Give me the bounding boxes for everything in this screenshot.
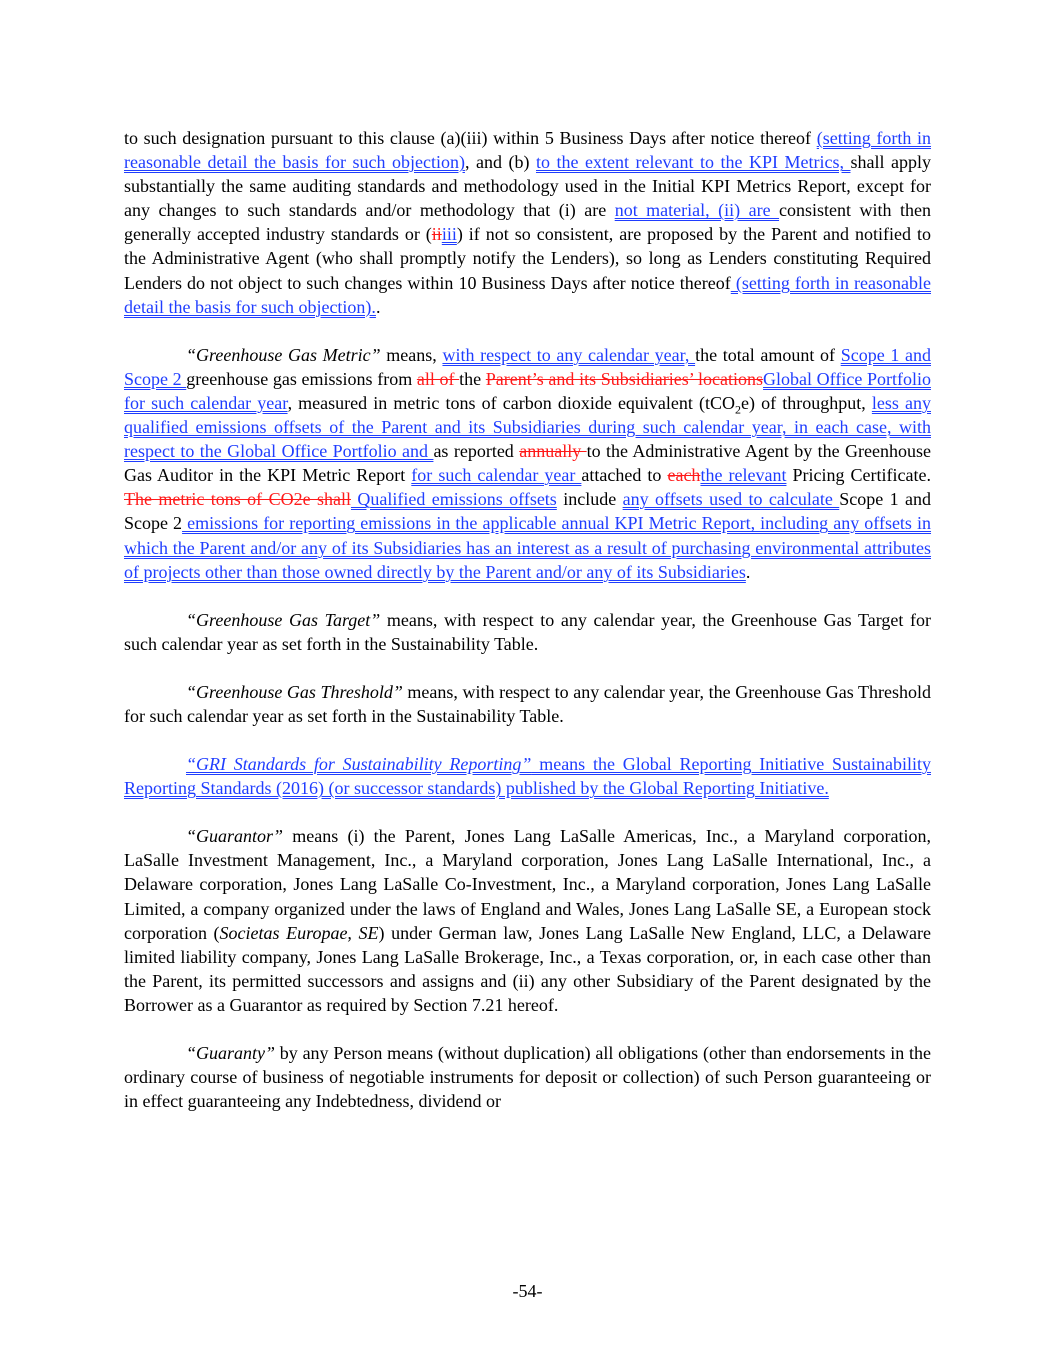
- inserted-defined-term: “GRI Standards for Sustainability Reporting”: [186, 754, 532, 775]
- text-run: as reported: [433, 441, 520, 462]
- text-run: the: [459, 368, 486, 389]
- deleted-text: ii: [431, 224, 442, 245]
- defined-term: “Guarantor”: [186, 826, 284, 847]
- text-run: the total amount of: [695, 344, 841, 365]
- inserted-text: any offsets used to calculate: [622, 489, 840, 510]
- inserted-text: for such calendar year: [411, 465, 582, 486]
- text-run: , and (b): [464, 152, 536, 173]
- inserted-text: not material, (ii) are: [614, 200, 780, 221]
- text-run: to such designation pursuant to this clause (a)(iii) within 5 Business Days after notice thereof: [124, 128, 817, 148]
- inserted-text: means the Global Reporting Initiative Sustainability Reporting Standards (2016) (or successor standards) published by the Global Reporting Initiative.: [124, 754, 931, 799]
- text-run: means,: [380, 344, 443, 365]
- defined-term: “Guaranty”: [186, 1043, 276, 1063]
- deleted-text: The metric tons of CO2e shall: [124, 489, 351, 510]
- text-run: ) under German law, Jones Lang LaSalle New England, LLC, a Delaware limited liability company, Jones Lang LaSalle Brokerage, Inc., a Texas corporation, or, in each case other than the Parent, its permitted successors and assigns and (ii) any other Subsidiary of the Parent designated by the Borrower as a Guarantor as required by Section 7.21 hereof.: [124, 922, 932, 1015]
- italic-text: Societas Europae, SE: [219, 922, 379, 943]
- defined-term: “Greenhouse Gas Threshold”: [186, 681, 403, 702]
- paragraph: [124, 752, 931, 800]
- text-run: shall apply substantially the same auditing standards and methodology used in the Initial KPI Metrics Report, except for any changes to such standards and/or methodology that (i) are: [124, 152, 931, 221]
- deleted-text: Parent’s and its Subsidiaries’ locations: [485, 368, 764, 389]
- inserted-text: to the extent relevant to the KPI Metrics,: [535, 152, 851, 173]
- defined-term: “Greenhouse Gas Metric”: [186, 344, 381, 365]
- inserted-text: the relevant: [700, 465, 787, 486]
- text-run: means, with respect to any calendar year, the Greenhouse Gas Threshold for such calendar year as set forth in the Sustainability Table.: [124, 681, 931, 726]
- inserted-text: (setting forth in reasonable detail the basis for such objection): [124, 128, 931, 173]
- text-run: attached to: [581, 465, 668, 486]
- text-run: consistent with then generally accepted industry standards or (: [124, 200, 931, 245]
- text-run: to the Administrative Agent by the Greenhouse Gas Auditor in the KPI Metric Report: [124, 441, 931, 486]
- deleted-text: annually: [519, 441, 587, 462]
- text-run: include: [556, 489, 623, 510]
- text-run: Pricing Certificate.: [786, 465, 931, 486]
- inserted-text: less any qualified emissions offsets of the Parent and its Subsidiaries during such calendar year, in each case, with respect to the Global Office Portfolio and: [124, 392, 931, 462]
- document-body: [124, 126, 931, 1137]
- inserted-text: emissions for reporting emissions in the applicable annual KPI Metric Report, including any offsets in which the Parent and/or any of its Subsidiaries has an interest as a result of purchasing environmental attributes of projects other than those owned directly by the Parent and/or any of its Subsidiaries: [124, 513, 932, 582]
- paragraph: [124, 1041, 931, 1113]
- paragraph: [124, 126, 931, 319]
- inserted-text: Scope 1 and Scope 2: [124, 344, 931, 389]
- paragraph: [124, 824, 931, 1017]
- text-run: e) of throughput,: [741, 392, 872, 413]
- text-run: .: [375, 296, 381, 317]
- inserted-text: Global Office Portfolio for such calendar year: [124, 368, 931, 413]
- text-run: .: [745, 561, 751, 582]
- deleted-text: each: [667, 465, 701, 486]
- text-run: means, with respect to any calendar year, the Greenhouse Gas Target for such calendar year as set forth in the Sustainability Table.: [124, 609, 931, 654]
- inserted-text: iii: [441, 224, 457, 245]
- text-run: , measured in metric tons of carbon dioxide equivalent (tCO: [287, 392, 736, 413]
- text-run: means (i) the Parent, Jones Lang LaSalle Americas, Inc., a Maryland corporation, LaSalle Investment Management, Inc., a Maryland corporation, Jones Lang LaSalle International, Inc., a Delaware corporation, Jones Lang LaSalle Co-Investment, Inc., a Maryland corporation, Jones Lang LaSalle Limited, a company organized under the laws of England and Wales, Jones Lang LaSalle SE, a European stock corporation (: [124, 826, 931, 943]
- inserted-text: (setting forth in reasonable detail the basis for such objection).: [124, 272, 931, 317]
- paragraph: [124, 680, 931, 728]
- paragraph: [124, 608, 931, 656]
- page-number: -54-: [512, 1281, 543, 1301]
- deleted-text: all of: [416, 368, 460, 389]
- text-run: greenhouse gas emissions from: [186, 368, 417, 389]
- text-run: by any Person means (without duplication) all obligations (other than endorsements in the ordinary course of business of negotiable instruments for deposit or collection) of such Person guaranteeing or in effect guaranteeing any Indebtedness, dividend or: [124, 1043, 931, 1112]
- text-run: Scope 1 and Scope 2: [124, 489, 932, 534]
- inserted-text: with respect to any calendar year,: [442, 344, 696, 365]
- inserted-text: Qualified emissions offsets: [350, 489, 557, 510]
- paragraph: [124, 343, 931, 584]
- defined-term: “Greenhouse Gas Target”: [186, 609, 381, 630]
- text-run: ) if not so consistent, are proposed by the Parent and notified to the Administrative Agent (who shall promptly notify the Lenders), so long as Lenders constituting Required Lenders do not object to such changes within 10 Business Days after notice thereof: [124, 224, 931, 293]
- subscript-text: 2: [735, 402, 742, 417]
